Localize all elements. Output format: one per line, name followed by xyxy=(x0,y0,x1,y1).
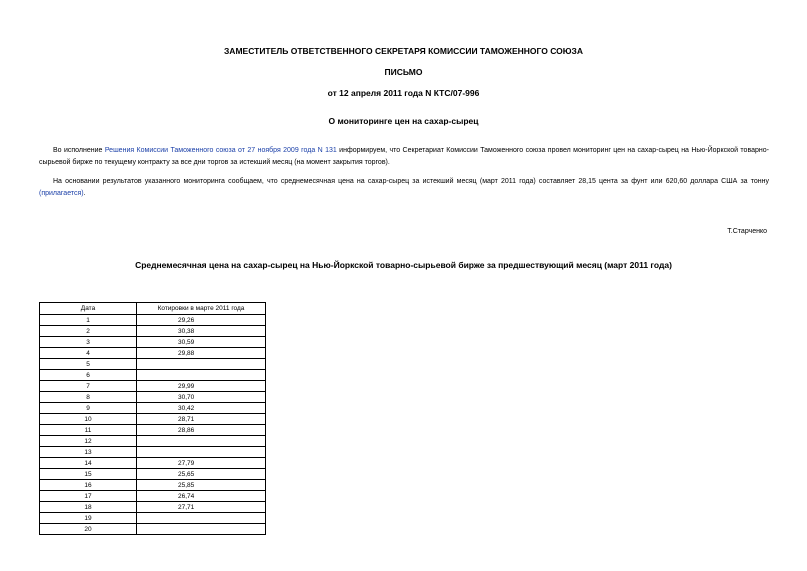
date-cell: 2 xyxy=(40,326,137,337)
quote-cell: 30,42 xyxy=(137,403,266,414)
date-cell: 13 xyxy=(40,447,137,458)
table-row xyxy=(40,502,266,513)
table-row xyxy=(40,326,266,337)
date-cell: 18 xyxy=(40,502,137,513)
quote-cell xyxy=(137,447,266,458)
paragraph-2-prefix: На основании результатов указанного мониторинга сообщаем, что среднемесячная цена на сахар-сырец за истекший месяц (март 2011 года) составляет 28,15 цента за фунт или 620,60 доллара США за тонну xyxy=(53,178,769,185)
attachment-link[interactable]: (прилагается) xyxy=(39,190,84,197)
quote-cell: 28,71 xyxy=(137,414,266,425)
document-type: ПИСЬМО xyxy=(384,67,423,77)
decision-link[interactable]: Решения Комиссии Таможенного союза от 27 ноября 2009 года N 131 xyxy=(104,147,337,154)
quote-cell: 30,38 xyxy=(137,326,266,337)
document-date-number: от 12 апреля 2011 года N КТС/07-996 xyxy=(327,88,480,98)
table-row xyxy=(40,359,266,370)
quote-cell: 30,70 xyxy=(137,392,266,403)
date-cell: 5 xyxy=(40,359,137,370)
table-row xyxy=(40,381,266,392)
quotes-table xyxy=(39,302,266,535)
date-cell: 3 xyxy=(40,337,137,348)
table-row xyxy=(40,315,266,326)
quote-cell: 27,71 xyxy=(137,502,266,513)
paragraph-2 xyxy=(39,176,769,200)
date-cell: 11 xyxy=(40,425,137,436)
date-cell: 4 xyxy=(40,348,137,359)
table-row xyxy=(40,458,266,469)
quote-cell xyxy=(137,513,266,524)
table-row xyxy=(40,337,266,348)
org-heading: ЗАМЕСТИТЕЛЬ ОТВЕТСТВЕННОГО СЕКРЕТАРЯ КОМИССИИ ТАМОЖЕННОГО СОЮЗА xyxy=(223,46,583,56)
date-cell: 9 xyxy=(40,403,137,414)
date-cell: 12 xyxy=(40,436,137,447)
table-row xyxy=(40,436,266,447)
table-row xyxy=(40,392,266,403)
table-row xyxy=(40,513,266,524)
document-title: О мониторинге цен на сахар-сырец xyxy=(328,116,479,126)
date-cell: 1 xyxy=(40,315,137,326)
date-cell: 15 xyxy=(40,469,137,480)
date-cell: 14 xyxy=(40,458,137,469)
table-row xyxy=(40,447,266,458)
date-cell: 7 xyxy=(40,381,137,392)
table-row xyxy=(40,480,266,491)
table-row xyxy=(40,425,266,436)
paragraph-1-suffix: информируем, что Секретариат Комиссии Таможенного союза провел мониторинг цен на сахар-сырец на Нью-Йоркской товарно-сырьевой бирже по текущему контракту за все дни торгов за истекший месяц (на момент закрытия торгов). xyxy=(39,147,769,166)
table-row xyxy=(40,370,266,381)
paragraph-1 xyxy=(39,145,769,169)
table-row xyxy=(40,491,266,502)
date-cell: 17 xyxy=(40,491,137,502)
paragraph-2-suffix: . xyxy=(83,190,86,197)
date-cell: 8 xyxy=(40,392,137,403)
quote-cell xyxy=(137,359,266,370)
date-cell: 16 xyxy=(40,480,137,491)
quote-cell: 27,79 xyxy=(137,458,266,469)
quote-cell xyxy=(137,524,266,535)
table-row xyxy=(40,414,266,425)
quote-cell: 29,26 xyxy=(137,315,266,326)
quote-cell: 26,74 xyxy=(137,491,266,502)
date-cell: 19 xyxy=(40,513,137,524)
quote-cell: 29,88 xyxy=(137,348,266,359)
quote-cell: 25,65 xyxy=(137,469,266,480)
table-row xyxy=(40,469,266,480)
date-cell: 6 xyxy=(40,370,137,381)
attachment-title: Среднемесячная цена на сахар-сырец на Нью-Йоркской товарно-сырьевой бирже за предшествующий месяц (март 2011 года) xyxy=(135,260,672,270)
quote-cell: 28,86 xyxy=(137,425,266,436)
quote-cell: 30,59 xyxy=(137,337,266,348)
date-cell: 10 xyxy=(40,414,137,425)
quote-cell xyxy=(137,436,266,447)
column-header-date: Дата xyxy=(40,303,137,315)
table-row xyxy=(40,348,266,359)
signature: Т.Старченко xyxy=(727,228,767,235)
quote-cell xyxy=(137,370,266,381)
quote-cell: 29,99 xyxy=(137,381,266,392)
quote-cell: 25,85 xyxy=(137,480,266,491)
column-header-quotes: Котировки в марте 2011 года xyxy=(137,303,266,315)
table-header-row xyxy=(40,303,266,315)
table-row xyxy=(40,403,266,414)
table-row xyxy=(40,524,266,535)
date-cell: 20 xyxy=(40,524,137,535)
paragraph-1-prefix: Во исполнение xyxy=(53,147,105,154)
